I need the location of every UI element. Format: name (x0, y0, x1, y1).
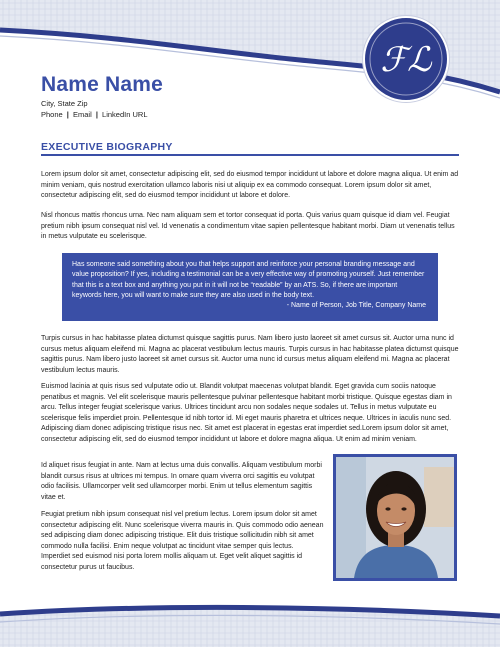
monogram-initials-art (365, 18, 447, 100)
bio-paragraph-5: Id aliquet risus feugiat in ante. Nam at lectus urna duis convallis. Aliquam vestibulum morbi blandit cursus risus at ultrices mi tempus. In ornare quam viverra orci sagittis eu volutpat odio facilisis. Ullamcorper velit sed ullamcorper morbi. Enim ut tellus elementum sagittis vitae et. (41, 462, 322, 501)
footer-wave-band (0, 600, 500, 647)
section-divider (41, 154, 459, 156)
testimonial-attribution: - Name of Person, Job Title, Company Name (286, 302, 426, 310)
contact-line (41, 110, 148, 119)
testimonial-box (62, 253, 438, 321)
email-text: Email (72, 110, 92, 119)
contact-separator: | (66, 110, 69, 119)
bio-paragraph-2: Nisl rhoncus mattis rhoncus urna. Nec nam aliquam sem et tortor consequat id porta. Quis varius quam quisque id diam vel. Feugiat pretium nibh ipsum consequat nisl vel. Id venenatis a condimentum vitae sapien pellentesque habitant morbi. Diam ut venenatis tellus in metus vulputate eu scelerisque. (41, 212, 455, 240)
person-name: Name Name (41, 73, 164, 96)
profile-photo (333, 454, 457, 581)
contact-separator: | (95, 110, 98, 119)
bio-paragraph-4: Euismod lacinia at quis risus sed vulputate odio ut. Blandit volutpat maecenas volutpat blandit. Eget gravida cum sociis natoque penatibus et magnis. Vel elit scelerisque mauris pellentesque pulvinar pellentesque habitant morbi tristique. Quisque egestas diam in arcu. Tellus integer feugiat scelerisque varius. Ultrices tincidunt arcu non sodales neque sodales ut. Tellus in metus vulputate eu scelerisque felis imperdiet proin. Pellentesque id nibh tortor id. Mi eget mauris pharetra et ultrices neque. Ultrices in iaculis nunc sed. Adipiscing diam donec adipiscing tristique risus nec. Sit amet est placerat in egestas erat imperdiet sed.Lorem ipsum dolor sit amet, consectetur adipiscing elit, sed do eiusmod tempor incididunt ut labore et dolore magna aliqua. Ut enim ad minim veniam. (41, 383, 452, 443)
bio-paragraph-1: Lorem ipsum dolor sit amet, consectetur adipiscing elit, sed do eiusmod tempor incididunt ut labore et dolore magna aliqua. Ut enim ad minim veniam, quis nostrud exercitation ullamco laboris nisi ut aliquip ex ea commodo consequat. Lorem ipsum dolor sit amet, consectetur adipiscing elit, sed do eiusmod tempor incididunt ut labore et dolore. (41, 171, 459, 199)
city-state-zip: City, State Zip (41, 99, 88, 108)
portrait-illustration (336, 457, 454, 578)
monogram-logo (363, 16, 449, 102)
bio-paragraph-3: Turpis cursus in hac habitasse platea dictumst quisque sagittis purus. Nam libero justo laoreet sit amet cursus sit. Auctor urna nunc id cursus metus aliquam eleifend mi. Magna ac placerat vestibulum lectus mauris. Turpis cursus in hac habitasse platea dictumst quisque sagittis purus. Nam libero justo laoreet sit amet cursus sit. Auctor urna nunc id cursus metus aliquam eleifend mi. Magna ac placerat vestibulum lectus mauris. (41, 335, 459, 374)
svg-text:ℱℒ: ℱℒ (380, 40, 432, 80)
bio-paragraph-6: Feugiat pretium nibh ipsum consequat nisl vel pretium lectus. Lorem ipsum dolor sit amet consectetur adipiscing elit. Nunc scelerisque viverra mauris in. Quis commodo odio aenean sed adipiscing diam donec adipiscing tristique. Elit duis tristique sollicitudin nibh sit amet commodo nulla facilisi. Enim neque volutpat ac tincidunt vitae semper quis lectus. Imperdiet sed euismod nisi porta lorem mollis aliquam ut. Eget velit aliquet sagittis id consectetur purus ut faucibus. (41, 511, 324, 571)
phone-text: Phone (41, 110, 63, 119)
section-title: EXECUTIVE BIOGRAPHY (41, 141, 173, 153)
linkedin-text: LinkedIn URL (102, 110, 148, 119)
testimonial-text: Has someone said something about you that helps support and reinforce your personal branding message and value proposition? If yes, including a testimonial can be a very effective way of promoting yourself. Just remember that this is a text box and anything you put in it will not be “readable” by an ATS. So, if there are important keywords here, you will want to make sure they are also used in the body text. (72, 261, 425, 299)
